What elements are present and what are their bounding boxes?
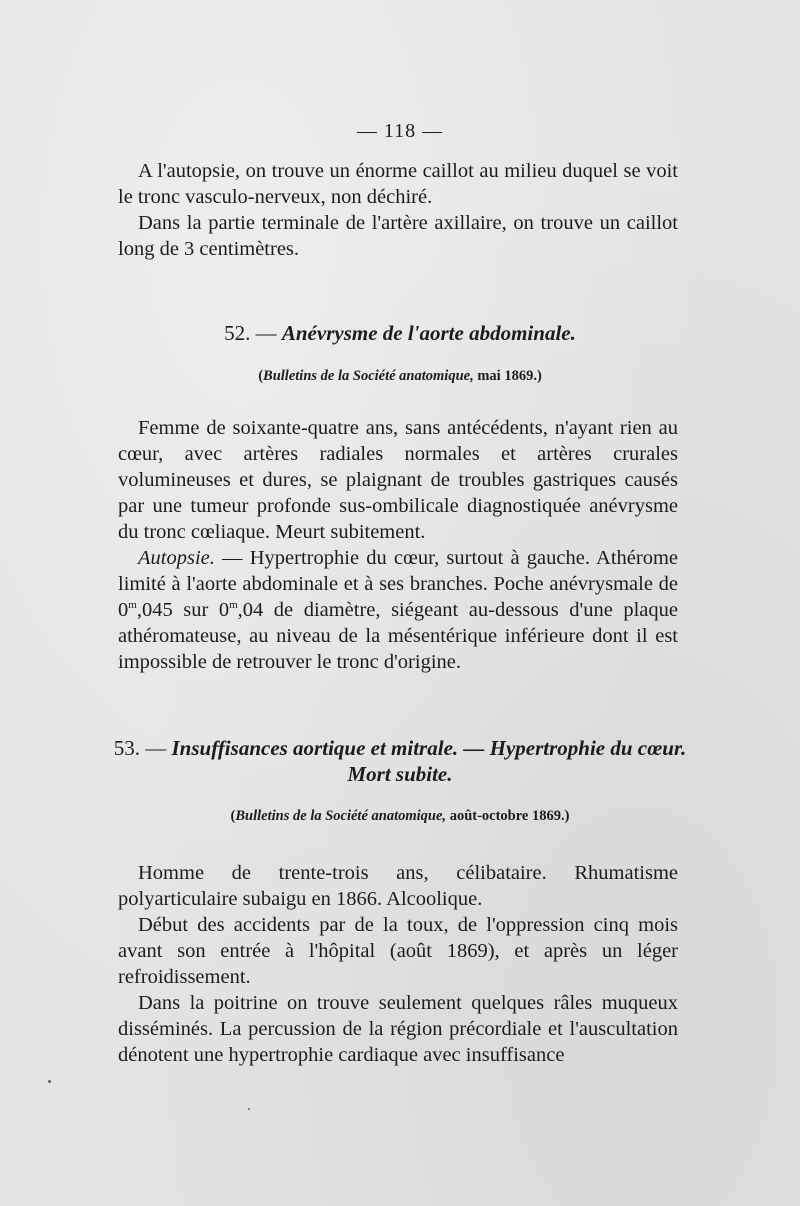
intro-section (118, 158, 678, 262)
case-52-heading (100, 320, 700, 346)
intro-paragraph-2: Dans la partie terminale de l'artère axillaire, on trouve un caillot long de 3 centimètres. (118, 212, 678, 260)
case-52-source-date: mai 1869.) (477, 368, 542, 384)
case-52-source (100, 368, 700, 385)
page-number: — 118 — (356, 120, 444, 142)
case-52-paragraph-1: Femme de soixante-quatre ans, sans antécédents, n'ayant rien au cœur, avec artères radiales normales et artères crurales volumineuses et dures, se plaignant de troubles gastriques causés par une tumeur profonde sus-ombilicale diagnostiquée anévrysme du tronc cœliaque. Meurt subitement. (118, 417, 678, 543)
intro-paragraph-1: A l'autopsie, on trouve un énorme caillot au milieu duquel se voit le tronc vasculo-nerveux, non déchiré. (118, 160, 678, 208)
case-52-source-open: ( (258, 368, 264, 384)
case-52-body (118, 415, 678, 675)
case-52-text-c: ,04 de diamètre, siégeant au-dessous d'une plaque athéromateuse, au niveau de la mésentérique inférieure dont il est impossible de retrouver le tronc d'origine. (118, 599, 678, 673)
case-52-text-b: ,045 sur 0 (136, 599, 230, 621)
case-52-text-a: — Hypertrophie du cœur, surtout à gauche. Athérome limité à l'aorte abdominale et à ses branches. Poche anévrysmale de 0 (118, 547, 678, 621)
autopsie-label: Autopsie. (138, 547, 215, 569)
case-53-heading (100, 735, 700, 787)
case-53-source (100, 808, 700, 825)
unit-meter-1: m (128, 599, 137, 612)
case-52-title: Anévrysme de l'aorte abdominale. (281, 321, 576, 345)
unit-meter-2: m (229, 599, 238, 612)
case-53-number: 53. — (113, 736, 167, 760)
case-52-number: 52. — (224, 321, 277, 345)
case-53-paragraph-2: Début des accidents par de la toux, de l'oppression cinq mois avant son entrée à l'hôpital (août 1869), et après un léger refroidissement. (118, 914, 678, 988)
case-53-title-line-1: Insuffisances aortique et mitrale. — Hypertrophie du cœur. (171, 736, 687, 760)
case-53-title-line-2: Mort subite. (347, 762, 453, 786)
case-53-paragraph-1: Homme de trente-trois ans, célibataire. Rhumatisme polyarticulaire subaigu en 1866. Alcoolique. (118, 862, 678, 910)
case-53-paragraph-3: Dans la poitrine on trouve seulement quelques râles muqueux disséminés. La percussion de la région précordiale et l'auscultation dénotent une hypertrophie cardiaque avec insuffisance (118, 992, 678, 1066)
case-53-source-open: ( (230, 808, 236, 824)
paper-speck (48, 1080, 51, 1083)
case-53-source-date: août-octobre 1869.) (449, 808, 570, 824)
paper-speck (248, 1108, 250, 1110)
case-52-paragraph-2 (118, 545, 678, 675)
case-53-source-journal: Bulletins de la Société anatomique, (235, 808, 447, 824)
case-52-source-journal: Bulletins de la Société anatomique, (263, 368, 474, 384)
case-53-body (118, 860, 678, 1068)
